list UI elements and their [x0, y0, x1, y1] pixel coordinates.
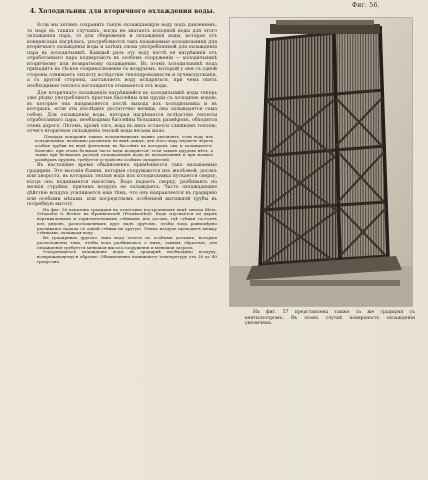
- figure-number: Фиг. 56.: [352, 2, 380, 9]
- paragraph: На фиг. 57 представлена также та же градирня съ вентиляторомъ. Въ этомъ случаѣ поверхность охлажденія увеличена.: [245, 310, 415, 327]
- paragraph: Если мы хотимъ сохранить такую охлаждающую воду подъ давленіемъ, то надо въ такихъ случаяхъ, когда не хватаетъ холодной воды для этого охлажденія пара, то для сбереженія и охлажденія воды, которая отъ конденсаціи нагрѣлась, употребляются такъ называемые холодильники для вторичнаго охлажденія воды и затѣмъ снова употребляемой для охлажденія пара въ холодильникѣ. Каждый разъ эту воду послѣ ея нагрѣванія отъ отработаннаго пара подвергаютъ въ особомъ сооруженіи — холодильникѣ вторичному или возвратному охлажденію. Въ этомъ холодильникѣ вода приходитъ въ тѣсное соприкосновеніе съ воздухомъ, который у нея съ одной стороны отнимаетъ теплоту вслѣдствіе теплопроводности и лучеиспусканія, а съ другой стороны, заставляетъ воду испаряться, при чемъ опять необходимая теплота поглощается отнимается отъ воды.: [27, 23, 217, 90]
- footnote-paragraph: Ускоряющееся охлажденіе воды въ градирнѣ необходимо воздуху, возвращающемуся обратно. Обыкновенно понижаютъ температуру отъ 30 до 40 градусовъ.: [37, 249, 217, 264]
- paragraph: Для вторичнаго охлажденія нагрѣвшейся въ холодильникѣ воды теперь уже рѣдко употребляютъ простые бассейны или пруды съ холодною водою, въ которые она направляется послѣ выхода изъ холодильника и въ которыхъ, если эти послѣдніе достаточно велики, она охлаждается сама собою. Для охлажденія воды, которая нагрѣвается вслѣдствіе теплоты отработаннаго пара, необходимы бассейны большихъ размѣровъ, обходятся очень дорого. Лѣтомъ, кромѣ того, вода въ нихъ остается слишкомъ теплою, отчего вторичное охлажденіе теплой воды весьма мало.: [27, 90, 217, 135]
- small-paragraph: Площадь испаренія такихъ холодильниковъ можно увеличить, если воду изъ холодильника, возможно распылять въ видѣ дождя; для этого воду подаютъ черезъ особыя трубки въ видѣ фонтановъ въ бассейнъ въ которомъ она и охлаждается. Конечно, при этомъ большая часть воды испаряется; если такихъ прудовъ нѣтъ, а также при большомъ расходѣ охлаждающей воды въ холодильникѣ и при малыхъ размѣрахъ прудовъ, требуется устройство особыхъ охладителей.: [35, 133, 213, 162]
- figure-cooling-tower-illustration: [229, 17, 413, 307]
- caption-continuation: [245, 310, 415, 327]
- paragraph: Въ настоящее время обыкновенно примѣняются такъ называемые градирни. Это высокія башни, которыя сооружаются изъ желѣзной, досокъ или хвороста, въ которыхъ теплая вода изъ холодильника пускается сверху, когда она поднимается насосомъ. Вода падаетъ сверху, разбиваясь на мелкія струйки, причемъ воздухъ ее охлаждаетъ. Часто охлаждающее дѣйствіе воздуха усиливается еще тѣмъ, что онъ направляется въ градирню или особыми мѣхами, или посредствомъ особенной вытяжной трубы въ потребную высоту.: [27, 163, 217, 208]
- running-header: 4. Холодильник для вторичного охлаждения воды.: [30, 8, 215, 15]
- footnote-paragraph: Въ градирняхъ другаго типа вода течетъ по особымъ доскамъ, которыя расположены такъ, чтобы вода разбивалась о нихъ; такимъ образомъ, для охлажденія требуется меньшая высота сооруженія и меньшая затрата.: [37, 235, 217, 250]
- cooling-tower-engraving: [230, 18, 412, 306]
- footnote-paragraph: На фиг. 56 показана градирня въ отчетливо построенномъ видѣ завода Klein, Schanzlin & Becker въ Франкенталѣ (Frankenthal). Вода спускается по двумъ вертикальнымъ и горизонтальнымъ стѣнкамъ изъ досокъ, гдѣ стѣнки состоятъ изъ рядовъ, расположенныхъ друг надъ другомъ, чтобы вода равномѣрно разливаясь падала съ одной стѣнки на другую. Этимъ воздухъ проходитъ между стѣнками, охлаждая воду.: [37, 206, 217, 236]
- text-column: [27, 23, 217, 265]
